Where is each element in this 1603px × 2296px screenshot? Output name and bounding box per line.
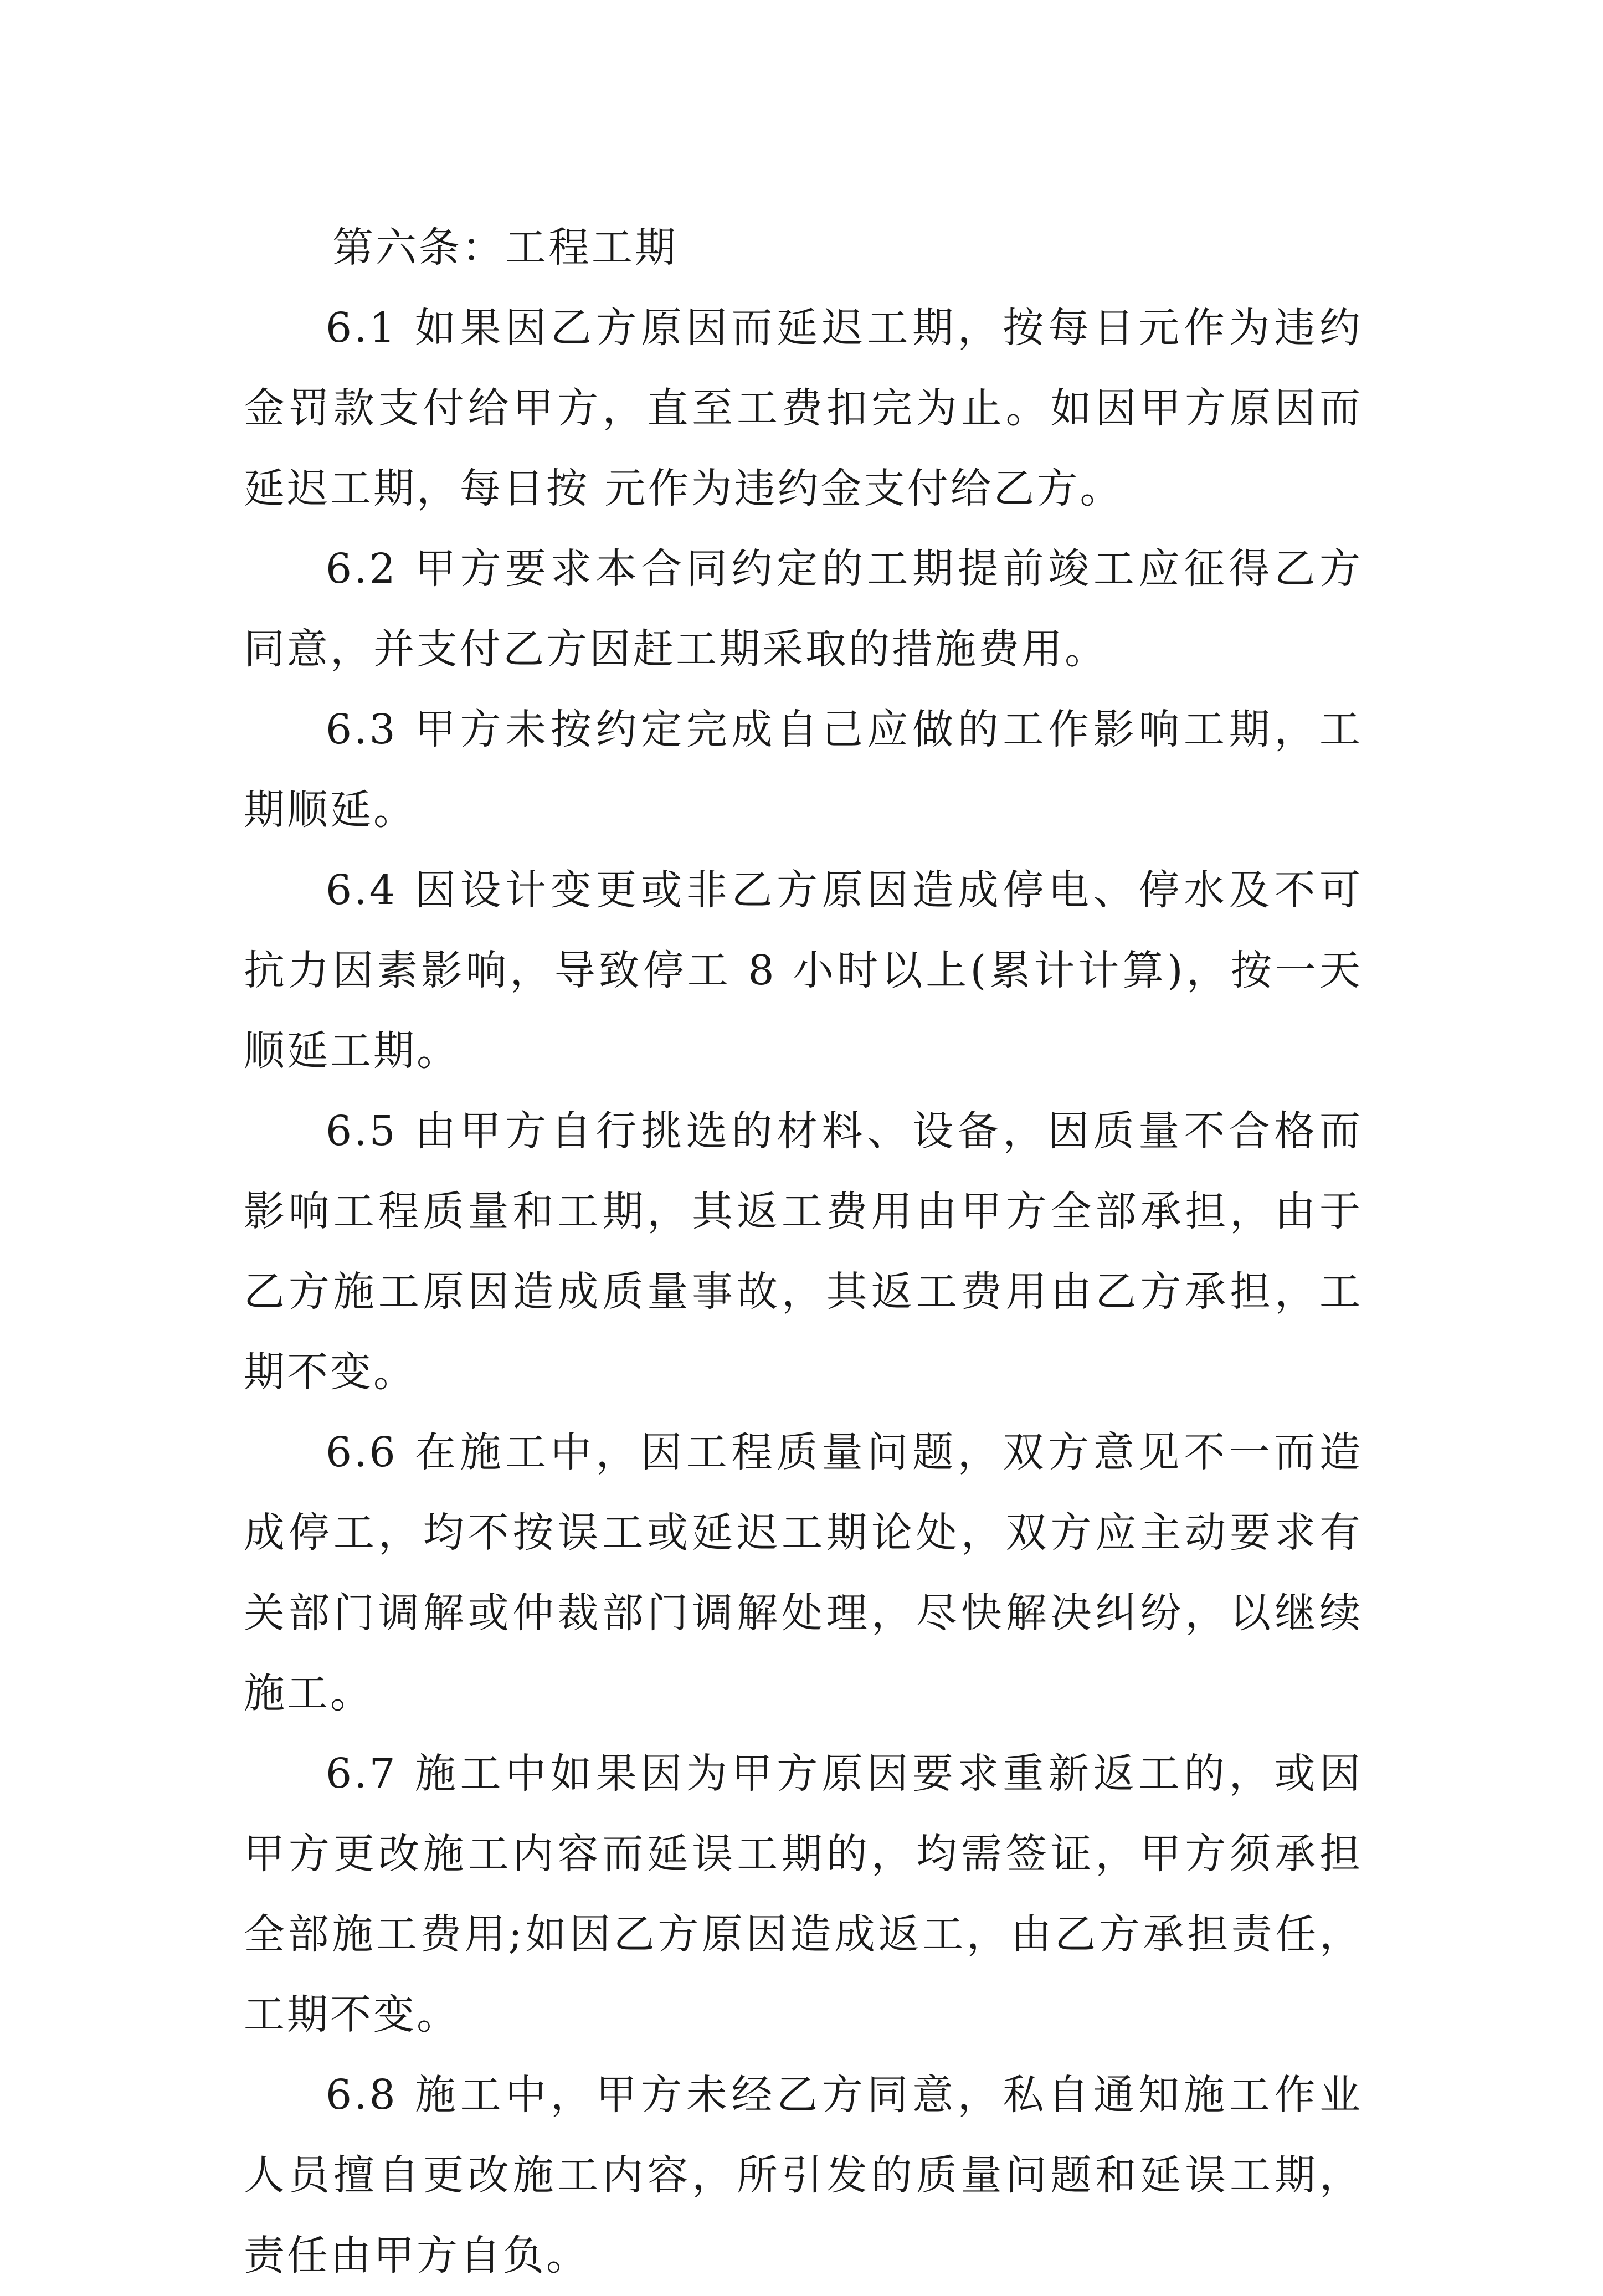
document-body [244, 208, 1363, 2296]
clause-6-3: 6.3 甲方未按约定完成自己应做的工作影响工期，工期顺延。 [244, 706, 1363, 834]
clause-6-6: 6.6 在施工中，因工程质量问题，双方意见不一而造成停工，均不按误工或延迟工期论处，双方应主动要求有关部门调解或仲裁部门调解处理，尽快解决纠纷，以继续施工。 [244, 1429, 1363, 1717]
clause-6-2: 6.2 甲方要求本合同约定的工期提前竣工应征得乙方同意，并支付乙方因赶工期采取的措施费用。 [244, 545, 1363, 673]
clause-6-1: 6.1 如果因乙方原因而延迟工期，按每日元作为违约金罚款支付给甲方，直至工费扣完为止。如因甲方原因而延迟工期，每日按 元作为违约金支付给乙方。 [244, 304, 1363, 512]
clause-6-7: 6.7 施工中如果因为甲方原因要求重新返工的，或因甲方更改施工内容而延误工期的，均需签证，甲方须承担全部施工费用;如因乙方原因造成返工，由乙方承担责任，工期不变。 [244, 1750, 1363, 2038]
clause-6-8: 6.8 施工中，甲方未经乙方同意，私自通知施工作业人员擅自更改施工内容，所引发的质量问题和延误工期，责任由甲方自负。 [244, 2071, 1363, 2279]
clause-6-5: 6.5 由甲方自行挑选的材料、设备，因质量不合格而影响工程质量和工期，其返工费用由甲方全部承担，由于乙方施工原因造成质量事故，其返工费用由乙方承担，工期不变。 [244, 1107, 1363, 1396]
clause-6-4: 6.4 因设计变更或非乙方原因造成停电、停水及不可抗力因素影响，导致停工 8 小时以上(累计计算)，按一天顺延工期。 [244, 866, 1363, 1075]
section-heading: 第六条：工程工期 [332, 224, 678, 271]
